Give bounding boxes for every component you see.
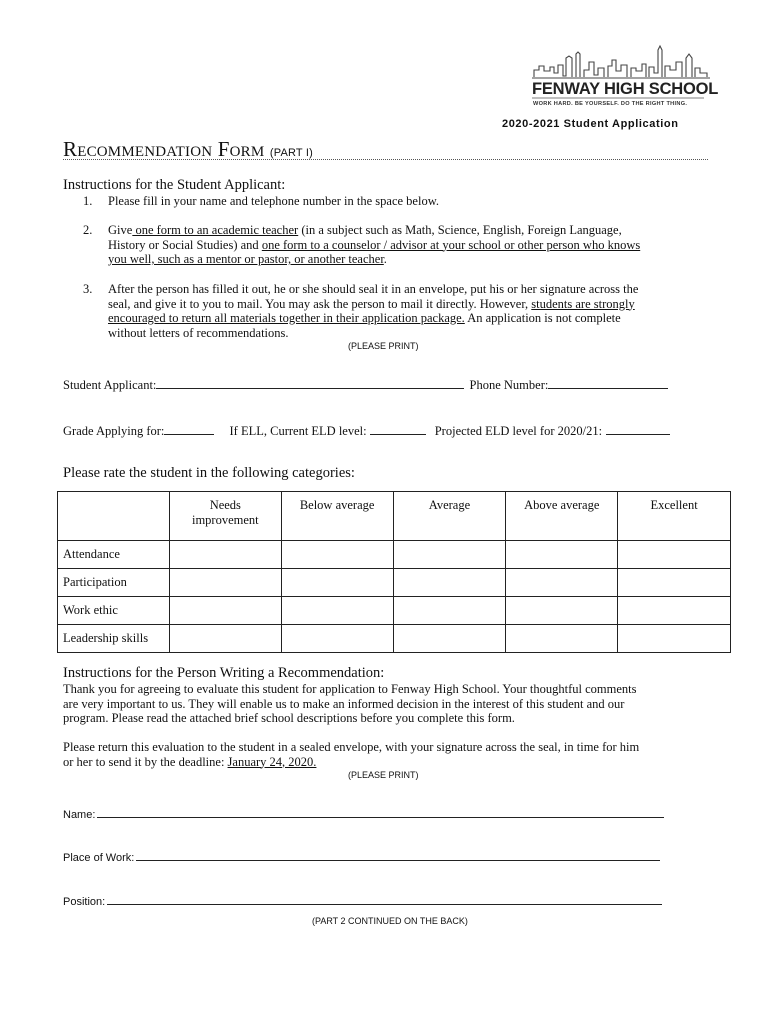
print-note: (PLEASE PRINT) (348, 770, 419, 780)
table-row (58, 625, 731, 653)
paragraph-text: are very important to us. They will enable us to make an informed decision in the interest of this student and our (63, 696, 625, 711)
projected-eld-label: Projected ELD level for 2020/21: (434, 424, 603, 438)
row-label: Leadership skills (58, 625, 170, 653)
rating-cell[interactable] (281, 569, 393, 597)
row-label: Participation (58, 569, 170, 597)
rating-table (57, 491, 731, 653)
rating-header-row (58, 492, 731, 541)
item-text: seal, and give it to you to mail. You may ask the person to mail it directly. However, (108, 296, 532, 311)
grade-applying-label: Grade Applying for: (63, 424, 165, 438)
rating-cell[interactable] (169, 625, 281, 653)
place-of-work-field (63, 849, 660, 864)
title-divider (63, 159, 708, 160)
paragraph-text: or her to send it by the deadline: (63, 754, 228, 769)
phone-number-label: Phone Number: (469, 378, 549, 392)
rating-cell[interactable] (393, 597, 506, 625)
rating-cell[interactable] (618, 625, 731, 653)
rating-cell[interactable] (618, 569, 731, 597)
place-of-work-label: Place of Work: (63, 852, 135, 864)
name-input[interactable] (97, 806, 664, 818)
position-input[interactable] (107, 893, 662, 905)
table-row (58, 541, 731, 569)
item-text: After the person has filled it out, he or she should seal it in an envelope, put his or her signature across the (108, 282, 639, 296)
column-header: Excellent (618, 492, 731, 541)
position-label: Position: (63, 896, 106, 908)
item-underlined-text: you well, such as a mentor or pastor, or another teacher (108, 252, 384, 266)
item-number: 1. (83, 194, 93, 208)
footer-note: (PART 2 CONTINUED ON THE BACK) (312, 916, 468, 926)
rating-cell[interactable] (169, 569, 281, 597)
grade-applying-input[interactable] (164, 423, 214, 435)
student-instructions-heading: Instructions for the Student Applicant: (63, 177, 286, 193)
item-underlined-text: encouraged to return all materials together in their application package. (108, 311, 465, 325)
rating-cell[interactable] (169, 597, 281, 625)
header-text: improvement (191, 513, 259, 527)
item-text: History or Social Studies) and (108, 237, 262, 252)
paragraph-text: Please return this evaluation to the student in a sealed envelope, with your signature across the seal, in time for him (63, 740, 640, 754)
name-label: Name: (63, 809, 96, 821)
item-text: An application is not complete (464, 311, 621, 325)
rating-heading: Please rate the student in the following categories: (63, 465, 355, 481)
rating-cell[interactable] (506, 625, 618, 653)
school-name: FENWAY HIGH SCHOOL (532, 80, 719, 98)
recommender-instructions-heading: Instructions for the Person Writing a Recommendation: (63, 665, 385, 681)
row-label: Attendance (58, 541, 170, 569)
item-underlined-text: one form to an academic teacher (132, 223, 299, 237)
grade-fields (63, 423, 670, 439)
rating-cell[interactable] (393, 625, 506, 653)
item-text: . (383, 252, 387, 266)
rating-cell[interactable] (506, 597, 618, 625)
rating-cell[interactable] (281, 597, 393, 625)
name-field (63, 806, 664, 821)
item-text: (in a subject such as Math, Science, English, Foreign Language, (298, 223, 622, 237)
item-text: Give (108, 223, 133, 237)
table-row (58, 569, 731, 597)
recommender-paragraph-1 (63, 682, 723, 726)
school-motto: WORK HARD. BE YOURSELF. DO THE RIGHT THING. (533, 101, 688, 107)
application-year: 2020-2021 Student Application (502, 118, 679, 130)
rating-cell[interactable] (506, 541, 618, 569)
deadline-date: January 24, 2020. (227, 754, 317, 769)
title-part: (PART I) (269, 147, 314, 159)
rating-cell[interactable] (393, 569, 506, 597)
position-field (63, 893, 662, 908)
column-header (169, 492, 281, 541)
title-main: Recommendation Form (63, 137, 265, 161)
rating-cell[interactable] (281, 541, 393, 569)
column-header (58, 492, 170, 541)
phone-number-input[interactable] (548, 377, 668, 389)
rating-cell[interactable] (618, 597, 731, 625)
item-text: without letters of recommendations. (108, 325, 289, 340)
item-underlined-text: students are strongly (531, 296, 635, 311)
rating-cell[interactable] (506, 569, 618, 597)
item-number: 3. (83, 282, 93, 296)
recommender-paragraph-2 (63, 740, 733, 769)
item-underlined-text: one form to a counselor / advisor at your school or other person who knows (261, 237, 641, 252)
item-text: Please fill in your name and telephone number in the space below. (108, 194, 440, 208)
rating-cell[interactable] (281, 625, 393, 653)
header-text: Needs (209, 498, 241, 512)
rating-cell[interactable] (393, 541, 506, 569)
ell-level-label: If ELL, Current ELD level: (229, 424, 367, 438)
student-applicant-label: Student Applicant: (63, 378, 157, 392)
table-row (58, 597, 731, 625)
column-header: Above average (506, 492, 618, 541)
paragraph-text: program. Please read the attached brief school descriptions before you complete this form. (63, 711, 515, 725)
paragraph-text: Thank you for agreeing to evaluate this student for application to Fenway High School. Your thoughtful comments (63, 682, 637, 696)
row-label: Work ethic (58, 597, 170, 625)
student-applicant-field (63, 377, 668, 393)
student-applicant-input[interactable] (156, 377, 464, 389)
ell-level-input[interactable] (370, 423, 426, 435)
rating-cell[interactable] (618, 541, 731, 569)
column-header: Below average (281, 492, 393, 541)
rating-cell[interactable] (169, 541, 281, 569)
item-number: 2. (83, 223, 93, 237)
place-of-work-input[interactable] (136, 849, 660, 861)
projected-eld-input[interactable] (606, 423, 670, 435)
column-header: Average (393, 492, 506, 541)
print-note: (PLEASE PRINT) (348, 341, 419, 351)
